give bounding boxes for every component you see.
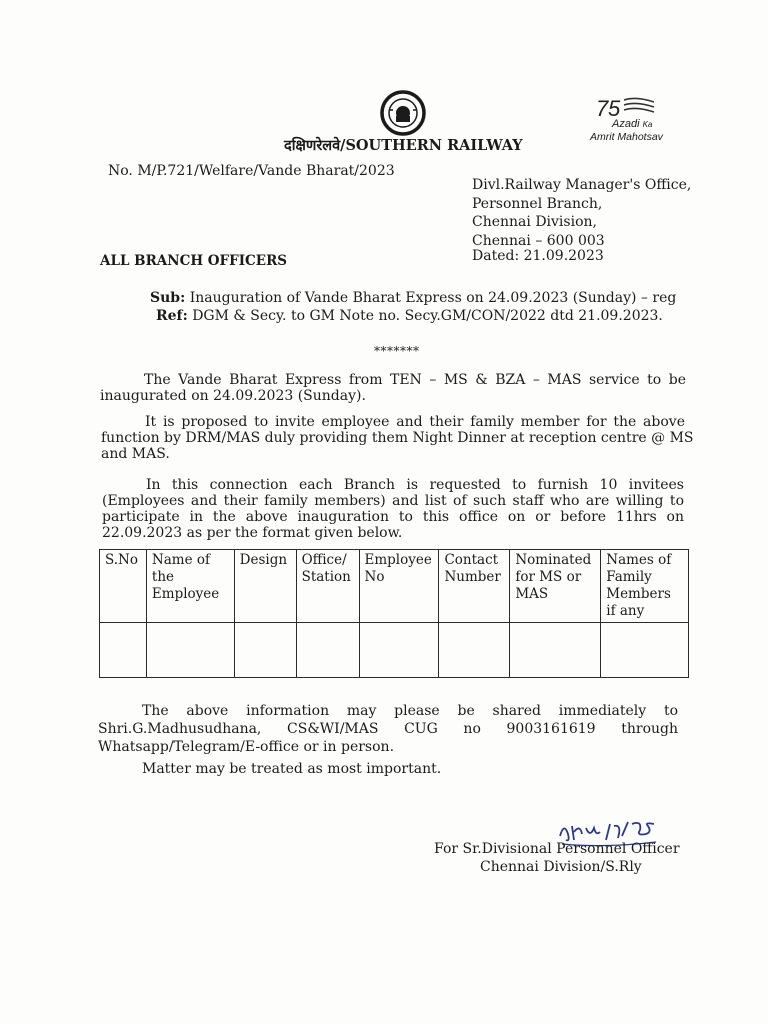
office-address [472, 176, 691, 266]
subject-line [150, 290, 676, 306]
signatory-title: For Sr.Divisional Personnel Officer [434, 841, 680, 857]
table-cell [439, 623, 510, 678]
paragraph-line: function by DRM/MAS duly providing them Night Dinner at reception centre @ MS [101, 430, 694, 446]
table-header-row [100, 550, 689, 623]
paragraph-2 [101, 414, 694, 462]
signatory-division: Chennai Division/S.Rly [480, 859, 642, 875]
office-line: Personnel Branch, [472, 195, 603, 212]
svg-text:5: 5 [608, 96, 621, 120]
office-line: Chennai Division, [472, 214, 597, 230]
table-cell [234, 623, 296, 678]
paragraph-line: Shri.G.Madhusudhana, CS&WI/MAS CUG no 9003161619 through [98, 721, 678, 737]
table-cell [146, 623, 234, 678]
logo-text-amrit-mahotsav: Amrit Mahotsav [590, 131, 663, 143]
reference-line [156, 308, 663, 324]
column-header-sno: S.No [100, 550, 147, 623]
office-line: Divl.Railway Manager's Office, [472, 177, 692, 193]
paragraph-1 [100, 372, 686, 404]
column-header-design: Design [234, 550, 296, 623]
subject-label: Sub: [150, 290, 186, 306]
table-cell [510, 623, 601, 678]
logo-text-azadi: Azadi [612, 118, 640, 130]
paragraph-line: 22.09.2023 as per the format given below. [102, 525, 403, 541]
column-header-nominated: Nominated for MS or MAS [510, 550, 601, 623]
letter-date: Dated: 21.09.2023 [472, 248, 604, 264]
column-header-family-members: Names of Family Members if any [601, 550, 689, 623]
paragraph-line: Whatsapp/Telegram/E-office or in person. [98, 739, 395, 755]
svg-text:7: 7 [596, 96, 609, 120]
table-row [100, 623, 689, 678]
column-header-contact-number: Contact Number [439, 550, 510, 623]
table-cell [100, 623, 147, 678]
column-header-office-station: Office/ Station [296, 550, 359, 623]
azadi-ka-amrit-mahotsav-logo [590, 94, 700, 150]
table-cell [601, 623, 689, 678]
column-header-name: Name of the Employee [146, 550, 234, 623]
organization-title: दक्षिणरेलवे/SOUTHERN RAILWAY [284, 137, 523, 154]
subject-text: Inauguration of Vande Bharat Express on 24.09.2023 (Sunday) – reg [189, 290, 677, 306]
invitee-format-table [99, 549, 689, 678]
paragraph-line: The above information may please be shared immediately to [142, 703, 678, 719]
reference-text: DGM & Secy. to GM Note no. Secy.GM/CON/2022 dtd 21.09.2023. [192, 308, 663, 324]
office-line: Chennai – 600 003 [472, 232, 605, 249]
separator: ******* [374, 344, 420, 358]
paragraph-line: In this connection each Branch is requested to furnish 10 invitees [146, 477, 684, 493]
paragraph-line: inaugurated on 24.09.2023 (Sunday). [100, 388, 366, 404]
paragraph-4 [98, 703, 678, 755]
table-cell [359, 623, 439, 678]
paragraph-line: (Employees and their family members) and list of such staff who are willing to [102, 493, 684, 509]
paragraph-line: The Vande Bharat Express from TEN – MS & BZA – MAS service to be [144, 372, 686, 388]
addressee: ALL BRANCH OFFICERS [100, 253, 288, 269]
paragraph-line: and MAS. [101, 446, 170, 462]
paragraph-line: It is proposed to invite employee and their family member for the above [145, 414, 685, 430]
table-cell [296, 623, 359, 678]
paragraph-3 [102, 477, 684, 541]
reference-label: Ref: [156, 308, 188, 324]
paragraph-line: participate in the above inauguration to this office on or before 11hrs on [102, 509, 684, 525]
railway-emblem-icon [380, 90, 426, 136]
column-header-employee-no: Employee No [359, 550, 439, 623]
reference-number: No. M/P.721/Welfare/Vande Bharat/2023 [108, 163, 395, 179]
closing-note: Matter may be treated as most important. [142, 761, 442, 777]
logo-text-ka: Ka [642, 120, 653, 129]
